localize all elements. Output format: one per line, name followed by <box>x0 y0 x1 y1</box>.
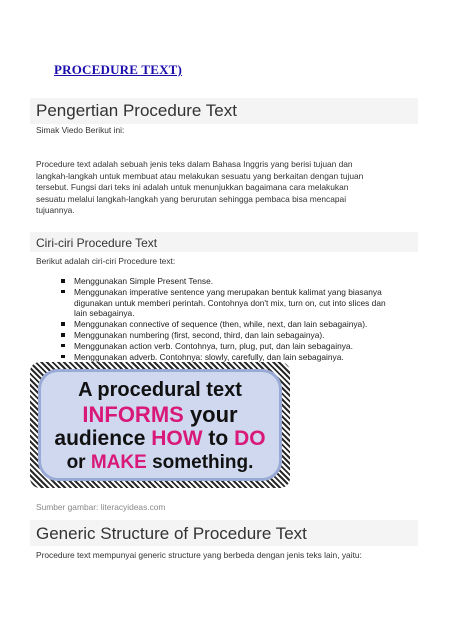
list-item <box>36 341 416 352</box>
list-item-text: Menggunakan connective of sequence (then, while, next, dan lain sebagainya). <box>74 319 368 330</box>
bullet-icon <box>61 344 65 348</box>
section-heading-generic-structure: Generic Structure of Procedure Text <box>36 524 307 543</box>
paragraph-line: tersebut. Fungsi dari teks ini adalah untuk menunjukkan bagaimana cara melakukan <box>36 182 349 192</box>
list-item-text: Menggunakan adverb. Contohnya: slowly, carefully, dan lain sebagainya. <box>74 351 344 362</box>
procedural-text-illustration <box>30 362 290 488</box>
paragraph-line: sesuatu melalui langkah-langkah yang berurutan sehingga pembaca bisa mencapai <box>36 193 347 204</box>
illustration-line-2: INFORMS your <box>82 402 238 427</box>
features-intro-text: Berikut adalah ciri-ciri Procedure text: <box>36 256 176 266</box>
section-heading-ciri-ciri: Ciri-ciri Procedure Text <box>36 236 158 250</box>
list-item <box>36 319 416 330</box>
illustration-line-4: or MAKE something. <box>66 452 254 473</box>
image-source-caption: Sumber gambar: literacyideas.com <box>36 502 166 512</box>
list-item-text: lain sebagainya. <box>74 308 135 319</box>
list-item-text: Menggunakan imperative sentence yang merupakan bentuk kalimat yang biasanya <box>74 286 382 297</box>
list-item <box>36 287 416 319</box>
list-item-text: Menggunakan action verb. Contohnya, turn, plug, put, dan lain sebagainya. <box>74 340 353 351</box>
illustration-line-1: A procedural text <box>78 379 242 401</box>
features-list <box>36 276 416 362</box>
bullet-icon <box>61 333 65 337</box>
list-item <box>36 352 416 363</box>
list-item-text: Menggunakan numbering (first, second, third, dan lain sebagainya). <box>74 329 325 340</box>
paragraph-line: Procedure text adalah sebuah jenis teks dalam Bahasa Inggris yang berisi tujuan dan <box>36 159 353 169</box>
bullet-icon <box>61 322 65 326</box>
list-item <box>36 276 416 287</box>
bullet-icon <box>61 355 65 359</box>
definition-paragraph <box>36 159 416 217</box>
paragraph-line: tujuannya. <box>36 205 75 215</box>
structure-intro-text: Procedure text mempunyai generic structure yang berbeda dengan jenis teks lain, yaitu: <box>36 550 362 560</box>
bullet-icon <box>61 279 65 283</box>
list-item <box>36 330 416 341</box>
video-intro-text: Simak Viedo Berikut ini: <box>36 125 125 135</box>
section-heading-pengertian: Pengertian Procedure Text <box>36 101 237 120</box>
list-item-text: digunakan untuk memberi perintah. Contohnya don't mix, turn on, cut into slices dan <box>74 297 386 308</box>
illustration-line-3: audience HOW to DO <box>54 427 266 450</box>
illustration-panel <box>38 369 282 481</box>
list-item-text: Menggunakan Simple Present Tense. <box>74 276 214 286</box>
bullet-icon <box>61 290 65 294</box>
paragraph-line: langkah-langkah untuk membuat atau melakukan sesuatu yang berkaitan dengan tujuan <box>36 170 364 181</box>
document-title-link[interactable]: PROCEDURE TEXT) <box>54 62 183 77</box>
